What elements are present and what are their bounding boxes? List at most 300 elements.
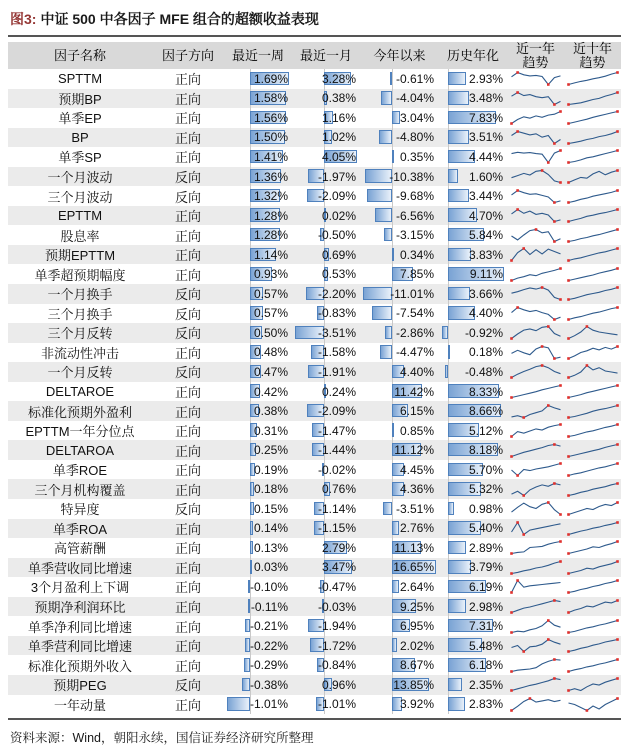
- cell-ytd: [360, 616, 439, 636]
- cell-last-month: [292, 284, 360, 304]
- data-bar: [448, 541, 466, 555]
- data-bar: [390, 72, 392, 86]
- cell-value: 4.70%: [468, 208, 503, 223]
- cell-value: 1.60%: [468, 169, 503, 184]
- factor-name: DELTAROA: [45, 442, 115, 458]
- cell-value: 0.38%: [253, 404, 288, 419]
- factor-name: 单季营利同比增速: [27, 639, 132, 655]
- cell-last-month: [292, 597, 360, 617]
- cell-value: -0.92%: [464, 325, 503, 340]
- sparkline-1y: [507, 519, 564, 539]
- cell-ytd: [360, 225, 439, 245]
- cell-hist-annual: [439, 538, 507, 558]
- data-bar: [448, 248, 472, 262]
- cell-value: 0.02%: [321, 208, 356, 223]
- cell-value: 1.02%: [321, 130, 356, 145]
- factor-direction: 正向: [174, 521, 201, 537]
- table-row: [8, 675, 621, 695]
- cell-last-week: [224, 440, 292, 460]
- sparkline-1y: [507, 655, 564, 675]
- factor-direction: 正向: [174, 91, 201, 107]
- cell-value: -0.48%: [464, 364, 503, 379]
- table-row: [8, 264, 621, 284]
- cell-value: -0.47%: [317, 579, 356, 594]
- cell-last-month: [292, 538, 360, 558]
- cell-value: 0.42%: [253, 384, 288, 399]
- cell-last-week: [224, 597, 292, 617]
- sparkline-1y: [507, 323, 564, 343]
- cell-ytd: [360, 264, 439, 284]
- factor-name: EPTTM一年分位点: [25, 424, 135, 440]
- sparkline-10y: [564, 343, 621, 363]
- factor-name: 标准化预期外收入: [27, 658, 132, 674]
- cell-value: -3.51%: [317, 325, 356, 340]
- figure-title: [8, 6, 621, 37]
- data-bar: [448, 169, 458, 183]
- cell-last-month: [292, 323, 360, 343]
- sparkline-10y: [564, 519, 621, 539]
- cell-value: -0.29%: [249, 658, 288, 673]
- cell-value: 7.85%: [399, 267, 434, 282]
- cell-value: -1.58%: [317, 345, 356, 360]
- cell-value: 0.31%: [253, 423, 288, 438]
- cell-last-week: [224, 519, 292, 539]
- factor-direction: 正向: [174, 600, 201, 616]
- data-bar: [363, 287, 392, 301]
- cell-hist-annual: [439, 558, 507, 578]
- cell-last-week: [224, 675, 292, 695]
- sparkline-10y: [564, 421, 621, 441]
- factor-direction: 正向: [174, 345, 201, 361]
- factor-direction: 正向: [174, 424, 201, 440]
- sparkline-1y: [507, 225, 564, 245]
- cell-last-week: [224, 362, 292, 382]
- sparkline-1y: [507, 401, 564, 421]
- cell-value: 7.83%: [468, 110, 503, 125]
- data-bar: [392, 580, 399, 594]
- cell-ytd: [360, 186, 439, 206]
- cell-value: 5.48%: [468, 638, 503, 653]
- factor-name: 单季SP: [58, 150, 102, 166]
- factor-direction: 正向: [174, 385, 201, 401]
- sparkline-1y: [507, 558, 564, 578]
- factor-name: 单季ROE: [52, 463, 108, 479]
- cell-last-week: [224, 401, 292, 421]
- cell-ytd: [360, 538, 439, 558]
- cell-value: 0.18%: [253, 482, 288, 497]
- sparkline-10y: [564, 479, 621, 499]
- factor-name: 一个月换手: [47, 287, 113, 303]
- data-bar: [392, 423, 394, 437]
- column-header: 近一年 趋势: [515, 40, 555, 70]
- cell-value: 0.14%: [253, 521, 288, 536]
- data-bar: [448, 189, 469, 203]
- factor-direction: 正向: [174, 560, 201, 576]
- cell-last-month: [292, 421, 360, 441]
- sparkline-10y: [564, 186, 621, 206]
- cell-hist-annual: [439, 519, 507, 539]
- cell-last-month: [292, 636, 360, 656]
- cell-ytd: [360, 245, 439, 265]
- cell-hist-annual: [439, 206, 507, 226]
- data-bar: [442, 326, 448, 340]
- cell-value: -10.38%: [389, 169, 434, 184]
- cell-value: 0.03%: [253, 560, 288, 575]
- sparkline-10y: [564, 460, 621, 480]
- data-bar: [367, 189, 393, 203]
- cell-last-month: [292, 167, 360, 187]
- cell-value: 1.69%: [253, 71, 288, 86]
- cell-last-week: [224, 382, 292, 402]
- cell-value: -9.68%: [395, 189, 434, 204]
- cell-value: 11.42%: [394, 384, 434, 399]
- sparkline-10y: [564, 401, 621, 421]
- cell-ytd: [360, 675, 439, 695]
- cell-last-month: [292, 616, 360, 636]
- cell-last-week: [224, 206, 292, 226]
- cell-value: 13.85%: [393, 677, 434, 692]
- cell-value: 0.48%: [253, 345, 288, 360]
- factor-name: 单季ROA: [52, 521, 108, 537]
- cell-last-month: [292, 382, 360, 402]
- sparkline-1y: [507, 577, 564, 597]
- sparkline-10y: [564, 616, 621, 636]
- cell-ytd: [360, 167, 439, 187]
- table-row: [8, 655, 621, 675]
- table-row: [8, 382, 621, 402]
- factor-name: 三个月换手: [47, 306, 113, 322]
- factor-name: 高管薪酬: [53, 541, 106, 557]
- sparkline-1y: [507, 362, 564, 382]
- cell-value: -0.02%: [317, 462, 356, 477]
- sparkline-1y: [507, 186, 564, 206]
- cell-value: 3.51%: [468, 130, 503, 145]
- sparkline-1y: [507, 284, 564, 304]
- column-header: 近十年 趋势: [572, 40, 612, 70]
- sparkline-1y: [507, 460, 564, 480]
- table-row: [8, 284, 621, 304]
- factor-name: 标准化预期外盈利: [27, 404, 132, 420]
- cell-value: -1.91%: [317, 364, 356, 379]
- cell-last-week: [224, 186, 292, 206]
- cell-value: 0.93%: [253, 267, 288, 282]
- cell-ytd: [360, 108, 439, 128]
- sparkline-10y: [564, 558, 621, 578]
- bar-axis: [392, 206, 393, 226]
- cell-value: -3.15%: [395, 228, 434, 243]
- data-bar: [392, 111, 400, 125]
- data-bar: [392, 150, 394, 164]
- sparkline-10y: [564, 206, 621, 226]
- factor-direction: 反向: [174, 287, 201, 303]
- cell-value: 1.32%: [253, 189, 288, 204]
- table-row: [8, 362, 621, 382]
- sparkline-10y: [564, 440, 621, 460]
- cell-hist-annual: [439, 655, 507, 675]
- cell-last-week: [224, 460, 292, 480]
- cell-ytd: [360, 304, 439, 324]
- data-bar: [372, 306, 392, 320]
- factor-direction: 正向: [174, 463, 201, 479]
- cell-last-week: [224, 695, 292, 715]
- factor-name: EPTTM: [57, 208, 103, 224]
- cell-value: 0.69%: [321, 247, 356, 262]
- table-row: [8, 695, 621, 715]
- cell-last-week: [224, 323, 292, 343]
- cell-last-month: [292, 401, 360, 421]
- cell-hist-annual: [439, 108, 507, 128]
- sparkline-1y: [507, 343, 564, 363]
- cell-value: 5.32%: [468, 482, 503, 497]
- sparkline-10y: [564, 577, 621, 597]
- cell-value: 0.98%: [468, 501, 503, 516]
- cell-value: 2.76%: [399, 521, 434, 536]
- cell-value: 1.58%: [253, 91, 288, 106]
- sparkline-10y: [564, 538, 621, 558]
- factor-name: 单季超预期幅度: [34, 267, 126, 283]
- cell-last-week: [224, 655, 292, 675]
- cell-value: 5.12%: [468, 423, 503, 438]
- table-row: [8, 597, 621, 617]
- cell-hist-annual: [439, 616, 507, 636]
- figure-title-text: 中证 500 中各因子 MFE 组合的超额收益表现: [40, 11, 319, 27]
- sparkline-1y: [507, 636, 564, 656]
- factor-direction: 正向: [174, 580, 201, 596]
- data-bar: [383, 502, 392, 516]
- cell-last-week: [224, 558, 292, 578]
- cell-value: -3.51%: [395, 501, 434, 516]
- cell-value: 4.40%: [399, 364, 434, 379]
- table-row: [8, 479, 621, 499]
- factor-direction: 反向: [174, 306, 201, 322]
- data-bar: [248, 599, 251, 613]
- cell-value: 6.15%: [399, 404, 434, 419]
- cell-ytd: [360, 362, 439, 382]
- cell-hist-annual: [439, 225, 507, 245]
- sparkline-10y: [564, 323, 621, 343]
- bar-axis: [392, 128, 393, 148]
- sparkline-1y: [507, 479, 564, 499]
- cell-value: 0.34%: [399, 247, 434, 262]
- data-bar: [448, 91, 470, 105]
- cell-last-month: [292, 225, 360, 245]
- cell-ytd: [360, 147, 439, 167]
- factor-name: DELTAROE: [45, 384, 115, 400]
- sparkline-1y: [507, 538, 564, 558]
- table-row: [8, 499, 621, 519]
- cell-value: 6.19%: [468, 579, 503, 594]
- cell-hist-annual: [439, 479, 507, 499]
- data-bar: [385, 326, 393, 340]
- table-row: [8, 206, 621, 226]
- data-bar: [250, 560, 252, 574]
- bar-axis: [392, 225, 393, 245]
- sparkline-1y: [507, 108, 564, 128]
- table-row: [8, 323, 621, 343]
- factor-name: 非流动性冲击: [40, 345, 119, 361]
- cell-value: 8.33%: [468, 384, 503, 399]
- sparkline-1y: [507, 499, 564, 519]
- data-bar: [448, 560, 471, 574]
- cell-value: 3.66%: [468, 286, 503, 301]
- cell-value: -0.83%: [317, 306, 356, 321]
- factor-name: 一个月波动: [47, 170, 113, 185]
- cell-hist-annual: [439, 382, 507, 402]
- factor-name: 预期净利润环比: [34, 600, 126, 616]
- table-row: [8, 108, 621, 128]
- data-bar: [448, 345, 450, 359]
- cell-value: 1.28%: [253, 208, 288, 223]
- cell-value: -0.84%: [317, 658, 356, 673]
- cell-value: 2.83%: [468, 697, 503, 712]
- cell-last-month: [292, 186, 360, 206]
- sparkline-1y: [507, 675, 564, 695]
- cell-last-week: [224, 69, 292, 89]
- sparkline-1y: [507, 69, 564, 89]
- cell-value: 16.65%: [393, 560, 434, 575]
- factor-direction: 正向: [174, 404, 201, 420]
- factor-direction: 反向: [174, 189, 201, 205]
- factor-direction: 正向: [174, 248, 201, 264]
- cell-ytd: [360, 597, 439, 617]
- factor-name: 预期EPTTM: [44, 248, 116, 264]
- data-bar: [448, 287, 471, 301]
- cell-value: 1.16%: [321, 110, 356, 125]
- cell-ytd: [360, 460, 439, 480]
- cell-value: 3.92%: [399, 697, 434, 712]
- cell-value: 0.38%: [321, 91, 356, 106]
- cell-last-week: [224, 343, 292, 363]
- table-row: [8, 558, 621, 578]
- cell-value: 8.66%: [468, 404, 503, 419]
- cell-value: 0.85%: [399, 423, 434, 438]
- cell-last-month: [292, 675, 360, 695]
- cell-last-week: [224, 616, 292, 636]
- factor-direction: 正向: [174, 72, 201, 88]
- cell-value: 0.18%: [468, 345, 503, 360]
- cell-value: 7.31%: [468, 619, 503, 634]
- table-row: [8, 128, 621, 148]
- table-header-row: [8, 42, 621, 69]
- cell-value: 3.04%: [399, 110, 434, 125]
- bar-axis: [392, 186, 393, 206]
- table-row: [8, 167, 621, 187]
- cell-hist-annual: [439, 304, 507, 324]
- factor-direction: 反向: [174, 170, 201, 185]
- sparkline-10y: [564, 695, 621, 715]
- cell-value: 2.02%: [399, 638, 434, 653]
- cell-hist-annual: [439, 167, 507, 187]
- factor-direction: 正向: [174, 111, 201, 127]
- data-bar: [448, 678, 463, 692]
- cell-value: 2.35%: [468, 677, 503, 692]
- cell-value: 0.57%: [253, 306, 288, 321]
- cell-hist-annual: [439, 440, 507, 460]
- cell-value: 9.25%: [399, 599, 434, 614]
- cell-ytd: [360, 577, 439, 597]
- sparkline-10y: [564, 655, 621, 675]
- factor-direction: 正向: [174, 150, 201, 166]
- factor-name: 三个月波动: [47, 189, 113, 205]
- sparkline-10y: [564, 382, 621, 402]
- cell-value: 0.96%: [321, 677, 356, 692]
- cell-last-month: [292, 69, 360, 89]
- sparkline-1y: [507, 382, 564, 402]
- cell-value: -1.14%: [317, 501, 356, 516]
- cell-value: 1.56%: [253, 110, 288, 125]
- cell-value: 3.28%: [321, 71, 356, 86]
- cell-last-week: [224, 421, 292, 441]
- cell-hist-annual: [439, 284, 507, 304]
- table-row: [8, 225, 621, 245]
- figure-label: 图3:: [10, 11, 37, 27]
- factor-name: 一年动量: [53, 697, 106, 713]
- cell-last-month: [292, 89, 360, 109]
- table-row: [8, 616, 621, 636]
- data-bar: [445, 365, 448, 379]
- cell-value: 11.13%: [394, 540, 434, 555]
- source-note: 资料来源：Wind，朝阳永续，国信证券经济研究所整理: [10, 731, 314, 746]
- table-row: [8, 401, 621, 421]
- cell-hist-annual: [439, 499, 507, 519]
- cell-ytd: [360, 128, 439, 148]
- cell-hist-annual: [439, 264, 507, 284]
- cell-last-month: [292, 440, 360, 460]
- cell-value: 5.84%: [468, 228, 503, 243]
- data-bar: [448, 697, 466, 711]
- cell-value: 4.44%: [468, 149, 503, 164]
- cell-value: -6.56%: [395, 208, 434, 223]
- cell-last-week: [224, 225, 292, 245]
- sparkline-10y: [564, 225, 621, 245]
- cell-last-week: [224, 245, 292, 265]
- cell-value: 0.15%: [253, 501, 288, 516]
- cell-value: 0.53%: [321, 267, 356, 282]
- cell-value: 0.24%: [321, 384, 356, 399]
- factor-name: 3个月盈利上下调: [30, 580, 130, 596]
- factor-name: 单季营收同比增速: [27, 560, 132, 576]
- bar-axis: [392, 304, 393, 324]
- cell-value: -1.97%: [317, 169, 356, 184]
- cell-last-month: [292, 343, 360, 363]
- data-bar: [448, 599, 466, 613]
- factor-direction: 反向: [174, 678, 201, 694]
- data-bar: [250, 541, 253, 555]
- cell-value: 4.40%: [468, 306, 503, 321]
- cell-last-week: [224, 147, 292, 167]
- cell-value: -1.94%: [317, 619, 356, 634]
- cell-value: 2.64%: [399, 579, 434, 594]
- factor-direction: 正向: [174, 443, 201, 459]
- cell-value: -4.04%: [395, 91, 434, 106]
- sparkline-10y: [564, 108, 621, 128]
- cell-last-month: [292, 147, 360, 167]
- bar-axis: [392, 89, 393, 109]
- cell-last-week: [224, 479, 292, 499]
- cell-last-week: [224, 89, 292, 109]
- cell-last-week: [224, 577, 292, 597]
- data-bar: [384, 228, 392, 242]
- sparkline-10y: [564, 499, 621, 519]
- cell-value: -0.50%: [317, 228, 356, 243]
- cell-hist-annual: [439, 695, 507, 715]
- sparkline-10y: [564, 304, 621, 324]
- cell-ytd: [360, 89, 439, 109]
- sparkline-10y: [564, 69, 621, 89]
- cell-value: -4.47%: [395, 345, 434, 360]
- factor-direction: 正向: [174, 209, 201, 225]
- column-header: 因子方向: [161, 47, 214, 63]
